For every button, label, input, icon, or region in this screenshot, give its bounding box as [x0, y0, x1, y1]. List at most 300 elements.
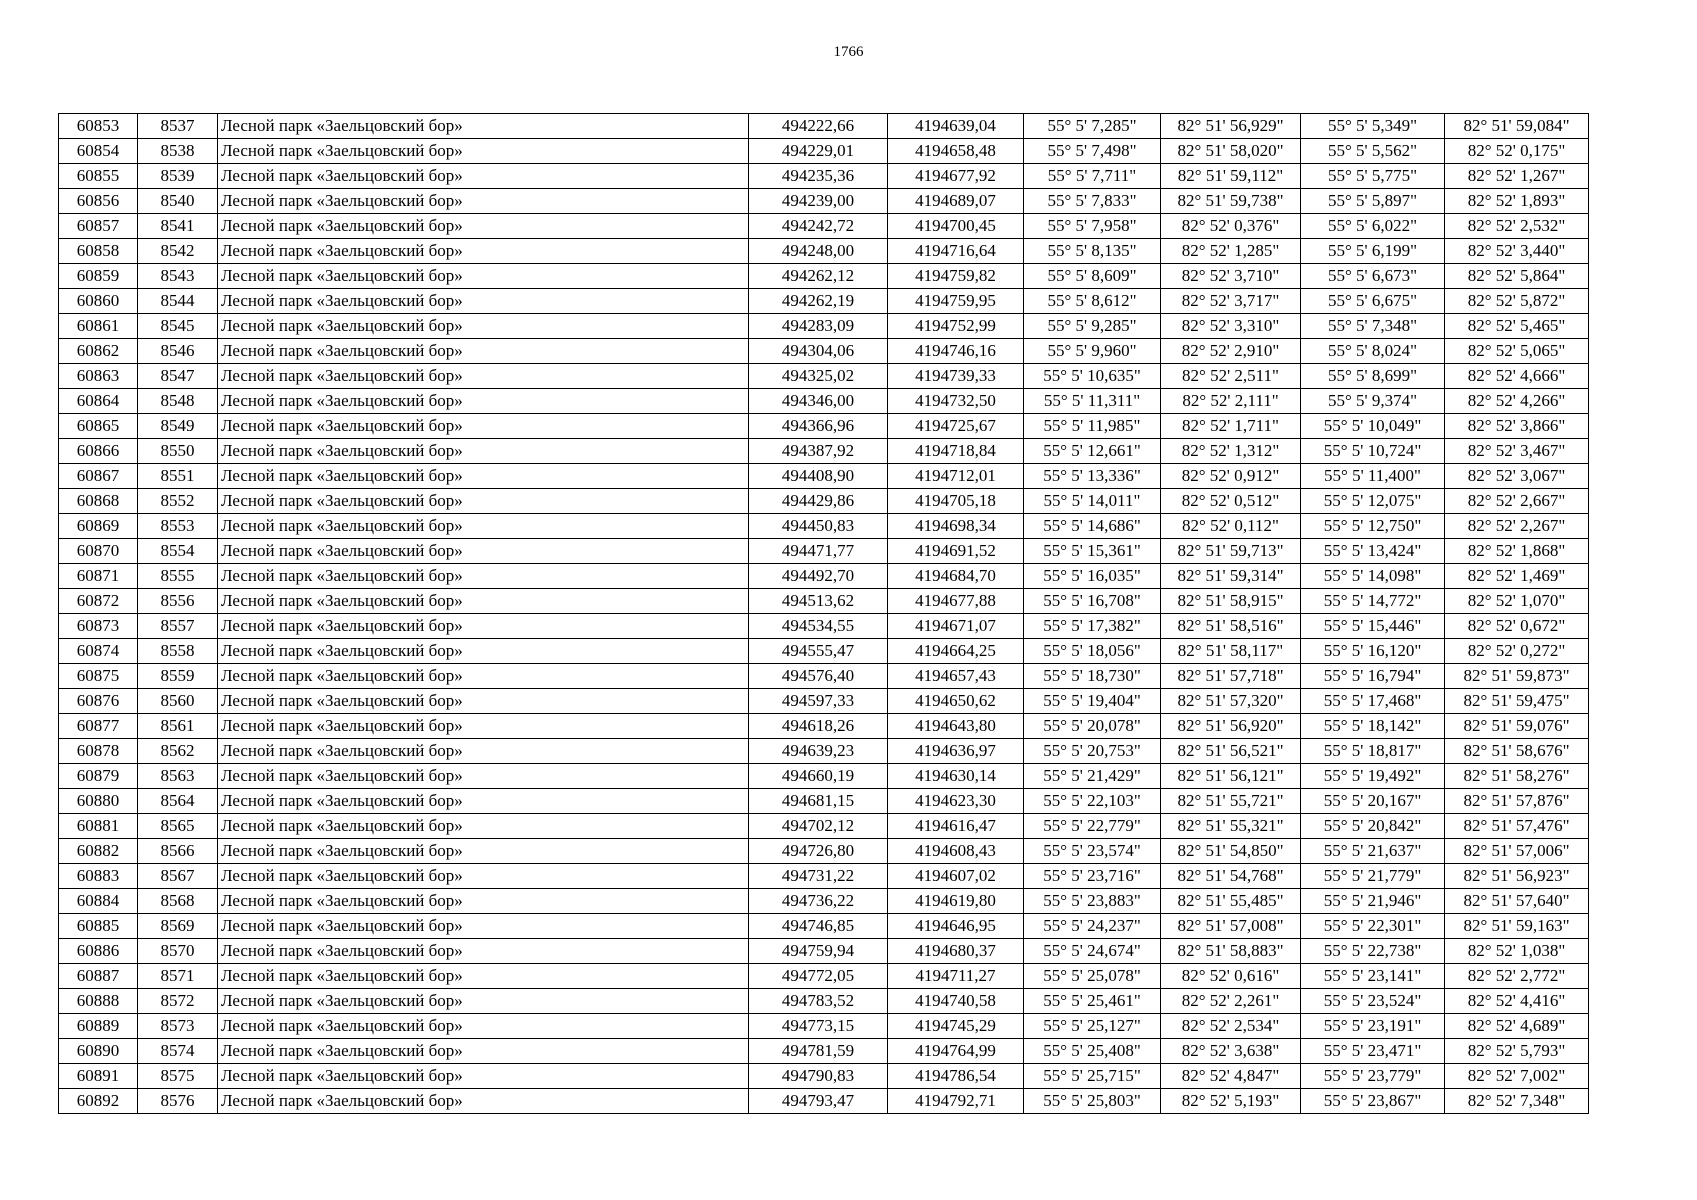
- point-number-cell: 8558: [138, 639, 218, 664]
- x-coordinate-cell: 494660,19: [749, 764, 888, 789]
- latitude-2-cell: 55° 5' 7,348": [1301, 314, 1445, 339]
- x-coordinate-cell: 494759,94: [749, 939, 888, 964]
- longitude-2-cell: 82° 51' 56,923": [1445, 864, 1589, 889]
- x-coordinate-cell: 494576,40: [749, 664, 888, 689]
- point-number-cell: 8541: [138, 214, 218, 239]
- point-number-cell: 8544: [138, 289, 218, 314]
- latitude-cell: 55° 5' 9,285": [1024, 314, 1161, 339]
- y-coordinate-cell: 4194745,29: [888, 1014, 1024, 1039]
- latitude-cell: 55° 5' 8,609": [1024, 264, 1161, 289]
- y-coordinate-cell: 4194607,02: [888, 864, 1024, 889]
- latitude-cell: 55° 5' 12,661": [1024, 439, 1161, 464]
- x-coordinate-cell: 494262,19: [749, 289, 888, 314]
- row-number-cell: 60854: [59, 139, 138, 164]
- longitude-cell: 82° 52' 0,376": [1161, 214, 1301, 239]
- x-coordinate-cell: 494222,66: [749, 114, 888, 139]
- object-name-cell: Лесной парк «Заельцовский бор»: [218, 739, 749, 764]
- latitude-2-cell: 55° 5' 8,699": [1301, 364, 1445, 389]
- latitude-2-cell: 55° 5' 10,049": [1301, 414, 1445, 439]
- x-coordinate-cell: 494793,47: [749, 1089, 888, 1114]
- row-number-cell: 60857: [59, 214, 138, 239]
- latitude-2-cell: 55° 5' 12,075": [1301, 489, 1445, 514]
- row-number-cell: 60886: [59, 939, 138, 964]
- y-coordinate-cell: 4194786,54: [888, 1064, 1024, 1089]
- latitude-cell: 55° 5' 25,127": [1024, 1014, 1161, 1039]
- object-name-cell: Лесной парк «Заельцовский бор»: [218, 564, 749, 589]
- object-name-cell: Лесной парк «Заельцовский бор»: [218, 389, 749, 414]
- longitude-cell: 82° 52' 5,193": [1161, 1089, 1301, 1114]
- longitude-cell: 82° 52' 2,511": [1161, 364, 1301, 389]
- object-name-cell: Лесной парк «Заельцовский бор»: [218, 1039, 749, 1064]
- row-number-cell: 60877: [59, 714, 138, 739]
- x-coordinate-cell: 494471,77: [749, 539, 888, 564]
- y-coordinate-cell: 4194792,71: [888, 1089, 1024, 1114]
- row-number-cell: 60859: [59, 264, 138, 289]
- y-coordinate-cell: 4194725,67: [888, 414, 1024, 439]
- object-name-cell: Лесной парк «Заельцовский бор»: [218, 439, 749, 464]
- y-coordinate-cell: 4194740,58: [888, 989, 1024, 1014]
- object-name-cell: Лесной парк «Заельцовский бор»: [218, 464, 749, 489]
- longitude-cell: 82° 52' 3,717": [1161, 289, 1301, 314]
- latitude-cell: 55° 5' 15,361": [1024, 539, 1161, 564]
- y-coordinate-cell: 4194752,99: [888, 314, 1024, 339]
- point-number-cell: 8547: [138, 364, 218, 389]
- point-number-cell: 8567: [138, 864, 218, 889]
- x-coordinate-cell: 494597,33: [749, 689, 888, 714]
- longitude-2-cell: 82° 51' 59,873": [1445, 664, 1589, 689]
- longitude-cell: 82° 51' 57,718": [1161, 664, 1301, 689]
- latitude-cell: 55° 5' 25,078": [1024, 964, 1161, 989]
- point-number-cell: 8555: [138, 564, 218, 589]
- row-number-cell: 60866: [59, 439, 138, 464]
- longitude-2-cell: 82° 52' 3,467": [1445, 439, 1589, 464]
- latitude-cell: 55° 5' 25,461": [1024, 989, 1161, 1014]
- table-row: [59, 964, 1697, 989]
- longitude-cell: 82° 52' 3,710": [1161, 264, 1301, 289]
- y-coordinate-cell: 4194677,88: [888, 589, 1024, 614]
- longitude-cell: 82° 51' 58,516": [1161, 614, 1301, 639]
- row-number-cell: 60881: [59, 814, 138, 839]
- table-row: [59, 714, 1697, 739]
- object-name-cell: Лесной парк «Заельцовский бор»: [218, 514, 749, 539]
- longitude-cell: 82° 51' 59,738": [1161, 189, 1301, 214]
- latitude-2-cell: 55° 5' 21,779": [1301, 864, 1445, 889]
- latitude-2-cell: 55° 5' 6,675": [1301, 289, 1445, 314]
- y-coordinate-cell: 4194684,70: [888, 564, 1024, 589]
- row-number-cell: 60868: [59, 489, 138, 514]
- y-coordinate-cell: 4194764,99: [888, 1039, 1024, 1064]
- y-coordinate-cell: 4194630,14: [888, 764, 1024, 789]
- longitude-2-cell: 82° 51' 59,076": [1445, 714, 1589, 739]
- x-coordinate-cell: 494408,90: [749, 464, 888, 489]
- longitude-2-cell: 82° 52' 1,070": [1445, 589, 1589, 614]
- latitude-2-cell: 55° 5' 6,673": [1301, 264, 1445, 289]
- x-coordinate-cell: 494681,15: [749, 789, 888, 814]
- latitude-cell: 55° 5' 14,011": [1024, 489, 1161, 514]
- longitude-cell: 82° 51' 58,020": [1161, 139, 1301, 164]
- latitude-2-cell: 55° 5' 22,301": [1301, 914, 1445, 939]
- y-coordinate-cell: 4194643,80: [888, 714, 1024, 739]
- latitude-2-cell: 55° 5' 23,867": [1301, 1089, 1445, 1114]
- y-coordinate-cell: 4194608,43: [888, 839, 1024, 864]
- point-number-cell: 8552: [138, 489, 218, 514]
- point-number-cell: 8538: [138, 139, 218, 164]
- table-row: [59, 289, 1697, 314]
- latitude-2-cell: 55° 5' 6,022": [1301, 214, 1445, 239]
- y-coordinate-cell: 4194739,33: [888, 364, 1024, 389]
- point-number-cell: 8540: [138, 189, 218, 214]
- longitude-cell: 82° 52' 2,261": [1161, 989, 1301, 1014]
- latitude-cell: 55° 5' 20,078": [1024, 714, 1161, 739]
- y-coordinate-cell: 4194759,95: [888, 289, 1024, 314]
- latitude-2-cell: 55° 5' 23,524": [1301, 989, 1445, 1014]
- x-coordinate-cell: 494387,92: [749, 439, 888, 464]
- y-coordinate-cell: 4194616,47: [888, 814, 1024, 839]
- y-coordinate-cell: 4194689,07: [888, 189, 1024, 214]
- longitude-cell: 82° 51' 58,915": [1161, 589, 1301, 614]
- latitude-cell: 55° 5' 23,716": [1024, 864, 1161, 889]
- longitude-2-cell: 82° 51' 59,163": [1445, 914, 1589, 939]
- x-coordinate-cell: 494262,12: [749, 264, 888, 289]
- latitude-cell: 55° 5' 16,708": [1024, 589, 1161, 614]
- table-row: [59, 539, 1697, 564]
- latitude-cell: 55° 5' 11,985": [1024, 414, 1161, 439]
- row-number-cell: 60853: [59, 114, 138, 139]
- x-coordinate-cell: 494366,96: [749, 414, 888, 439]
- longitude-2-cell: 82° 52' 4,666": [1445, 364, 1589, 389]
- longitude-2-cell: 82° 51' 58,676": [1445, 739, 1589, 764]
- row-number-cell: 60885: [59, 914, 138, 939]
- object-name-cell: Лесной парк «Заельцовский бор»: [218, 614, 749, 639]
- latitude-cell: 55° 5' 13,336": [1024, 464, 1161, 489]
- row-number-cell: 60884: [59, 889, 138, 914]
- latitude-2-cell: 55° 5' 11,400": [1301, 464, 1445, 489]
- longitude-2-cell: 82° 52' 1,038": [1445, 939, 1589, 964]
- object-name-cell: Лесной парк «Заельцовский бор»: [218, 714, 749, 739]
- latitude-2-cell: 55° 5' 21,946": [1301, 889, 1445, 914]
- x-coordinate-cell: 494304,06: [749, 339, 888, 364]
- x-coordinate-cell: 494772,05: [749, 964, 888, 989]
- latitude-2-cell: 55° 5' 14,098": [1301, 564, 1445, 589]
- x-coordinate-cell: 494534,55: [749, 614, 888, 639]
- point-number-cell: 8568: [138, 889, 218, 914]
- object-name-cell: Лесной парк «Заельцовский бор»: [218, 839, 749, 864]
- row-number-cell: 60880: [59, 789, 138, 814]
- longitude-2-cell: 82° 52' 5,793": [1445, 1039, 1589, 1064]
- longitude-2-cell: 82° 52' 5,465": [1445, 314, 1589, 339]
- table-row: [59, 1039, 1697, 1064]
- row-number-cell: 60882: [59, 839, 138, 864]
- y-coordinate-cell: 4194657,43: [888, 664, 1024, 689]
- table-row: [59, 589, 1697, 614]
- x-coordinate-cell: 494555,47: [749, 639, 888, 664]
- y-coordinate-cell: 4194691,52: [888, 539, 1024, 564]
- table-row: [59, 639, 1697, 664]
- longitude-2-cell: 82° 52' 4,266": [1445, 389, 1589, 414]
- object-name-cell: Лесной парк «Заельцовский бор»: [218, 864, 749, 889]
- table-row: [59, 814, 1697, 839]
- latitude-cell: 55° 5' 19,404": [1024, 689, 1161, 714]
- latitude-cell: 55° 5' 22,103": [1024, 789, 1161, 814]
- y-coordinate-cell: 4194698,34: [888, 514, 1024, 539]
- latitude-cell: 55° 5' 21,429": [1024, 764, 1161, 789]
- row-number-cell: 60890: [59, 1039, 138, 1064]
- table-row: [59, 339, 1697, 364]
- table-row: [59, 314, 1697, 339]
- latitude-cell: 55° 5' 10,635": [1024, 364, 1161, 389]
- point-number-cell: 8572: [138, 989, 218, 1014]
- point-number-cell: 8545: [138, 314, 218, 339]
- latitude-2-cell: 55° 5' 5,349": [1301, 114, 1445, 139]
- object-name-cell: Лесной парк «Заельцовский бор»: [218, 189, 749, 214]
- longitude-2-cell: 82° 52' 0,272": [1445, 639, 1589, 664]
- longitude-2-cell: 82° 52' 2,667": [1445, 489, 1589, 514]
- latitude-2-cell: 55° 5' 8,024": [1301, 339, 1445, 364]
- latitude-2-cell: 55° 5' 23,471": [1301, 1039, 1445, 1064]
- row-number-cell: 60870: [59, 539, 138, 564]
- object-name-cell: Лесной парк «Заельцовский бор»: [218, 214, 749, 239]
- point-number-cell: 8570: [138, 939, 218, 964]
- y-coordinate-cell: 4194671,07: [888, 614, 1024, 639]
- table-row: [59, 239, 1697, 264]
- longitude-2-cell: 82° 52' 1,893": [1445, 189, 1589, 214]
- longitude-2-cell: 82° 52' 0,175": [1445, 139, 1589, 164]
- latitude-cell: 55° 5' 25,715": [1024, 1064, 1161, 1089]
- object-name-cell: Лесной парк «Заельцовский бор»: [218, 264, 749, 289]
- y-coordinate-cell: 4194718,84: [888, 439, 1024, 464]
- x-coordinate-cell: 494513,62: [749, 589, 888, 614]
- point-number-cell: 8562: [138, 739, 218, 764]
- x-coordinate-cell: 494346,00: [749, 389, 888, 414]
- row-number-cell: 60864: [59, 389, 138, 414]
- row-number-cell: 60871: [59, 564, 138, 589]
- object-name-cell: Лесной парк «Заельцовский бор»: [218, 1064, 749, 1089]
- longitude-2-cell: 82° 52' 3,067": [1445, 464, 1589, 489]
- x-coordinate-cell: 494790,83: [749, 1064, 888, 1089]
- x-coordinate-cell: 494325,02: [749, 364, 888, 389]
- row-number-cell: 60888: [59, 989, 138, 1014]
- x-coordinate-cell: 494639,23: [749, 739, 888, 764]
- y-coordinate-cell: 4194650,62: [888, 689, 1024, 714]
- table-row: [59, 114, 1697, 139]
- longitude-cell: 82° 51' 56,521": [1161, 739, 1301, 764]
- point-number-cell: 8574: [138, 1039, 218, 1064]
- latitude-2-cell: 55° 5' 5,775": [1301, 164, 1445, 189]
- x-coordinate-cell: 494618,26: [749, 714, 888, 739]
- row-number-cell: 60887: [59, 964, 138, 989]
- table-row: [59, 439, 1697, 464]
- x-coordinate-cell: 494492,70: [749, 564, 888, 589]
- x-coordinate-cell: 494736,22: [749, 889, 888, 914]
- object-name-cell: Лесной парк «Заельцовский бор»: [218, 939, 749, 964]
- longitude-cell: 82° 51' 57,008": [1161, 914, 1301, 939]
- latitude-cell: 55° 5' 7,833": [1024, 189, 1161, 214]
- point-number-cell: 8546: [138, 339, 218, 364]
- longitude-cell: 82° 51' 55,721": [1161, 789, 1301, 814]
- longitude-2-cell: 82° 52' 2,532": [1445, 214, 1589, 239]
- table-row: [59, 864, 1697, 889]
- point-number-cell: 8560: [138, 689, 218, 714]
- y-coordinate-cell: 4194646,95: [888, 914, 1024, 939]
- point-number-cell: 8550: [138, 439, 218, 464]
- latitude-2-cell: 55° 5' 23,779": [1301, 1064, 1445, 1089]
- latitude-2-cell: 55° 5' 17,468": [1301, 689, 1445, 714]
- row-number-cell: 60873: [59, 614, 138, 639]
- latitude-2-cell: 55° 5' 21,637": [1301, 839, 1445, 864]
- object-name-cell: Лесной парк «Заельцовский бор»: [218, 889, 749, 914]
- row-number-cell: 60865: [59, 414, 138, 439]
- longitude-cell: 82° 52' 1,285": [1161, 239, 1301, 264]
- latitude-cell: 55° 5' 17,382": [1024, 614, 1161, 639]
- point-number-cell: 8557: [138, 614, 218, 639]
- latitude-cell: 55° 5' 20,753": [1024, 739, 1161, 764]
- longitude-2-cell: 82° 52' 7,002": [1445, 1064, 1589, 1089]
- longitude-2-cell: 82° 52' 5,864": [1445, 264, 1589, 289]
- latitude-cell: 55° 5' 8,612": [1024, 289, 1161, 314]
- point-number-cell: 8575: [138, 1064, 218, 1089]
- latitude-cell: 55° 5' 11,311": [1024, 389, 1161, 414]
- table-row: [59, 889, 1697, 914]
- row-number-cell: 60876: [59, 689, 138, 714]
- latitude-2-cell: 55° 5' 20,842": [1301, 814, 1445, 839]
- row-number-cell: 60875: [59, 664, 138, 689]
- y-coordinate-cell: 4194700,45: [888, 214, 1024, 239]
- x-coordinate-cell: 494783,52: [749, 989, 888, 1014]
- table-row: [59, 1064, 1697, 1089]
- table-row: [59, 689, 1697, 714]
- object-name-cell: Лесной парк «Заельцовский бор»: [218, 964, 749, 989]
- latitude-2-cell: 55° 5' 5,897": [1301, 189, 1445, 214]
- latitude-cell: 55° 5' 22,779": [1024, 814, 1161, 839]
- y-coordinate-cell: 4194619,80: [888, 889, 1024, 914]
- longitude-cell: 82° 51' 58,117": [1161, 639, 1301, 664]
- latitude-cell: 55° 5' 24,237": [1024, 914, 1161, 939]
- longitude-2-cell: 82° 51' 57,640": [1445, 889, 1589, 914]
- y-coordinate-cell: 4194664,25: [888, 639, 1024, 664]
- point-number-cell: 8556: [138, 589, 218, 614]
- object-name-cell: Лесной парк «Заельцовский бор»: [218, 989, 749, 1014]
- x-coordinate-cell: 494239,00: [749, 189, 888, 214]
- object-name-cell: Лесной парк «Заельцовский бор»: [218, 114, 749, 139]
- latitude-2-cell: 55° 5' 5,562": [1301, 139, 1445, 164]
- x-coordinate-cell: 494283,09: [749, 314, 888, 339]
- latitude-cell: 55° 5' 16,035": [1024, 564, 1161, 589]
- longitude-cell: 82° 52' 2,910": [1161, 339, 1301, 364]
- latitude-cell: 55° 5' 9,960": [1024, 339, 1161, 364]
- point-number-cell: 8561: [138, 714, 218, 739]
- row-number-cell: 60872: [59, 589, 138, 614]
- longitude-cell: 82° 52' 1,312": [1161, 439, 1301, 464]
- latitude-cell: 55° 5' 23,574": [1024, 839, 1161, 864]
- row-number-cell: 60883: [59, 864, 138, 889]
- latitude-2-cell: 55° 5' 15,446": [1301, 614, 1445, 639]
- table-body: [59, 114, 1697, 1114]
- y-coordinate-cell: 4194705,18: [888, 489, 1024, 514]
- longitude-2-cell: 82° 52' 0,672": [1445, 614, 1589, 639]
- y-coordinate-cell: 4194711,27: [888, 964, 1024, 989]
- table-row: [59, 364, 1697, 389]
- x-coordinate-cell: 494235,36: [749, 164, 888, 189]
- point-number-cell: 8563: [138, 764, 218, 789]
- point-number-cell: 8553: [138, 514, 218, 539]
- point-number-cell: 8554: [138, 539, 218, 564]
- latitude-2-cell: 55° 5' 23,191": [1301, 1014, 1445, 1039]
- y-coordinate-cell: 4194732,50: [888, 389, 1024, 414]
- longitude-2-cell: 82° 51' 57,476": [1445, 814, 1589, 839]
- row-number-cell: 60891: [59, 1064, 138, 1089]
- latitude-2-cell: 55° 5' 12,750": [1301, 514, 1445, 539]
- longitude-2-cell: 82° 52' 2,772": [1445, 964, 1589, 989]
- longitude-2-cell: 82° 52' 1,868": [1445, 539, 1589, 564]
- point-number-cell: 8542: [138, 239, 218, 264]
- x-coordinate-cell: 494731,22: [749, 864, 888, 889]
- table-row: [59, 789, 1697, 814]
- longitude-cell: 82° 52' 1,711": [1161, 414, 1301, 439]
- x-coordinate-cell: 494773,15: [749, 1014, 888, 1039]
- object-name-cell: Лесной парк «Заельцовский бор»: [218, 589, 749, 614]
- longitude-2-cell: 82° 51' 59,475": [1445, 689, 1589, 714]
- row-number-cell: 60855: [59, 164, 138, 189]
- longitude-cell: 82° 51' 56,121": [1161, 764, 1301, 789]
- object-name-cell: Лесной парк «Заельцовский бор»: [218, 314, 749, 339]
- table-row: [59, 1014, 1697, 1039]
- y-coordinate-cell: 4194636,97: [888, 739, 1024, 764]
- longitude-cell: 82° 52' 0,512": [1161, 489, 1301, 514]
- object-name-cell: Лесной парк «Заельцовский бор»: [218, 489, 749, 514]
- table-row: [59, 914, 1697, 939]
- table-row: [59, 739, 1697, 764]
- point-number-cell: 8571: [138, 964, 218, 989]
- latitude-cell: 55° 5' 7,958": [1024, 214, 1161, 239]
- latitude-2-cell: 55° 5' 16,120": [1301, 639, 1445, 664]
- longitude-2-cell: 82° 51' 59,084": [1445, 114, 1589, 139]
- page-number: 1766: [833, 44, 864, 60]
- longitude-cell: 82° 52' 0,112": [1161, 514, 1301, 539]
- table-row: [59, 214, 1697, 239]
- latitude-2-cell: 55° 5' 20,167": [1301, 789, 1445, 814]
- object-name-cell: Лесной парк «Заельцовский бор»: [218, 689, 749, 714]
- x-coordinate-cell: 494450,83: [749, 514, 888, 539]
- table-row: [59, 664, 1697, 689]
- longitude-cell: 82° 52' 3,310": [1161, 314, 1301, 339]
- object-name-cell: Лесной парк «Заельцовский бор»: [218, 764, 749, 789]
- longitude-2-cell: 82° 51' 57,876": [1445, 789, 1589, 814]
- longitude-cell: 82° 52' 0,912": [1161, 464, 1301, 489]
- longitude-cell: 82° 51' 58,883": [1161, 939, 1301, 964]
- longitude-2-cell: 82° 52' 3,866": [1445, 414, 1589, 439]
- point-number-cell: 8551: [138, 464, 218, 489]
- object-name-cell: Лесной парк «Заельцовский бор»: [218, 364, 749, 389]
- point-number-cell: 8548: [138, 389, 218, 414]
- latitude-cell: 55° 5' 7,498": [1024, 139, 1161, 164]
- longitude-cell: 82° 52' 2,111": [1161, 389, 1301, 414]
- row-number-cell: 60892: [59, 1089, 138, 1114]
- y-coordinate-cell: 4194680,37: [888, 939, 1024, 964]
- longitude-cell: 82° 51' 55,485": [1161, 889, 1301, 914]
- point-number-cell: 8566: [138, 839, 218, 864]
- object-name-cell: Лесной парк «Заельцовский бор»: [218, 539, 749, 564]
- longitude-cell: 82° 51' 59,112": [1161, 164, 1301, 189]
- object-name-cell: Лесной парк «Заельцовский бор»: [218, 814, 749, 839]
- latitude-cell: 55° 5' 8,135": [1024, 239, 1161, 264]
- latitude-cell: 55° 5' 7,711": [1024, 164, 1161, 189]
- row-number-cell: 60869: [59, 514, 138, 539]
- object-name-cell: Лесной парк «Заельцовский бор»: [218, 239, 749, 264]
- object-name-cell: Лесной парк «Заельцовский бор»: [218, 414, 749, 439]
- longitude-2-cell: 82° 52' 3,440": [1445, 239, 1589, 264]
- longitude-2-cell: 82° 52' 1,469": [1445, 564, 1589, 589]
- point-number-cell: 8559: [138, 664, 218, 689]
